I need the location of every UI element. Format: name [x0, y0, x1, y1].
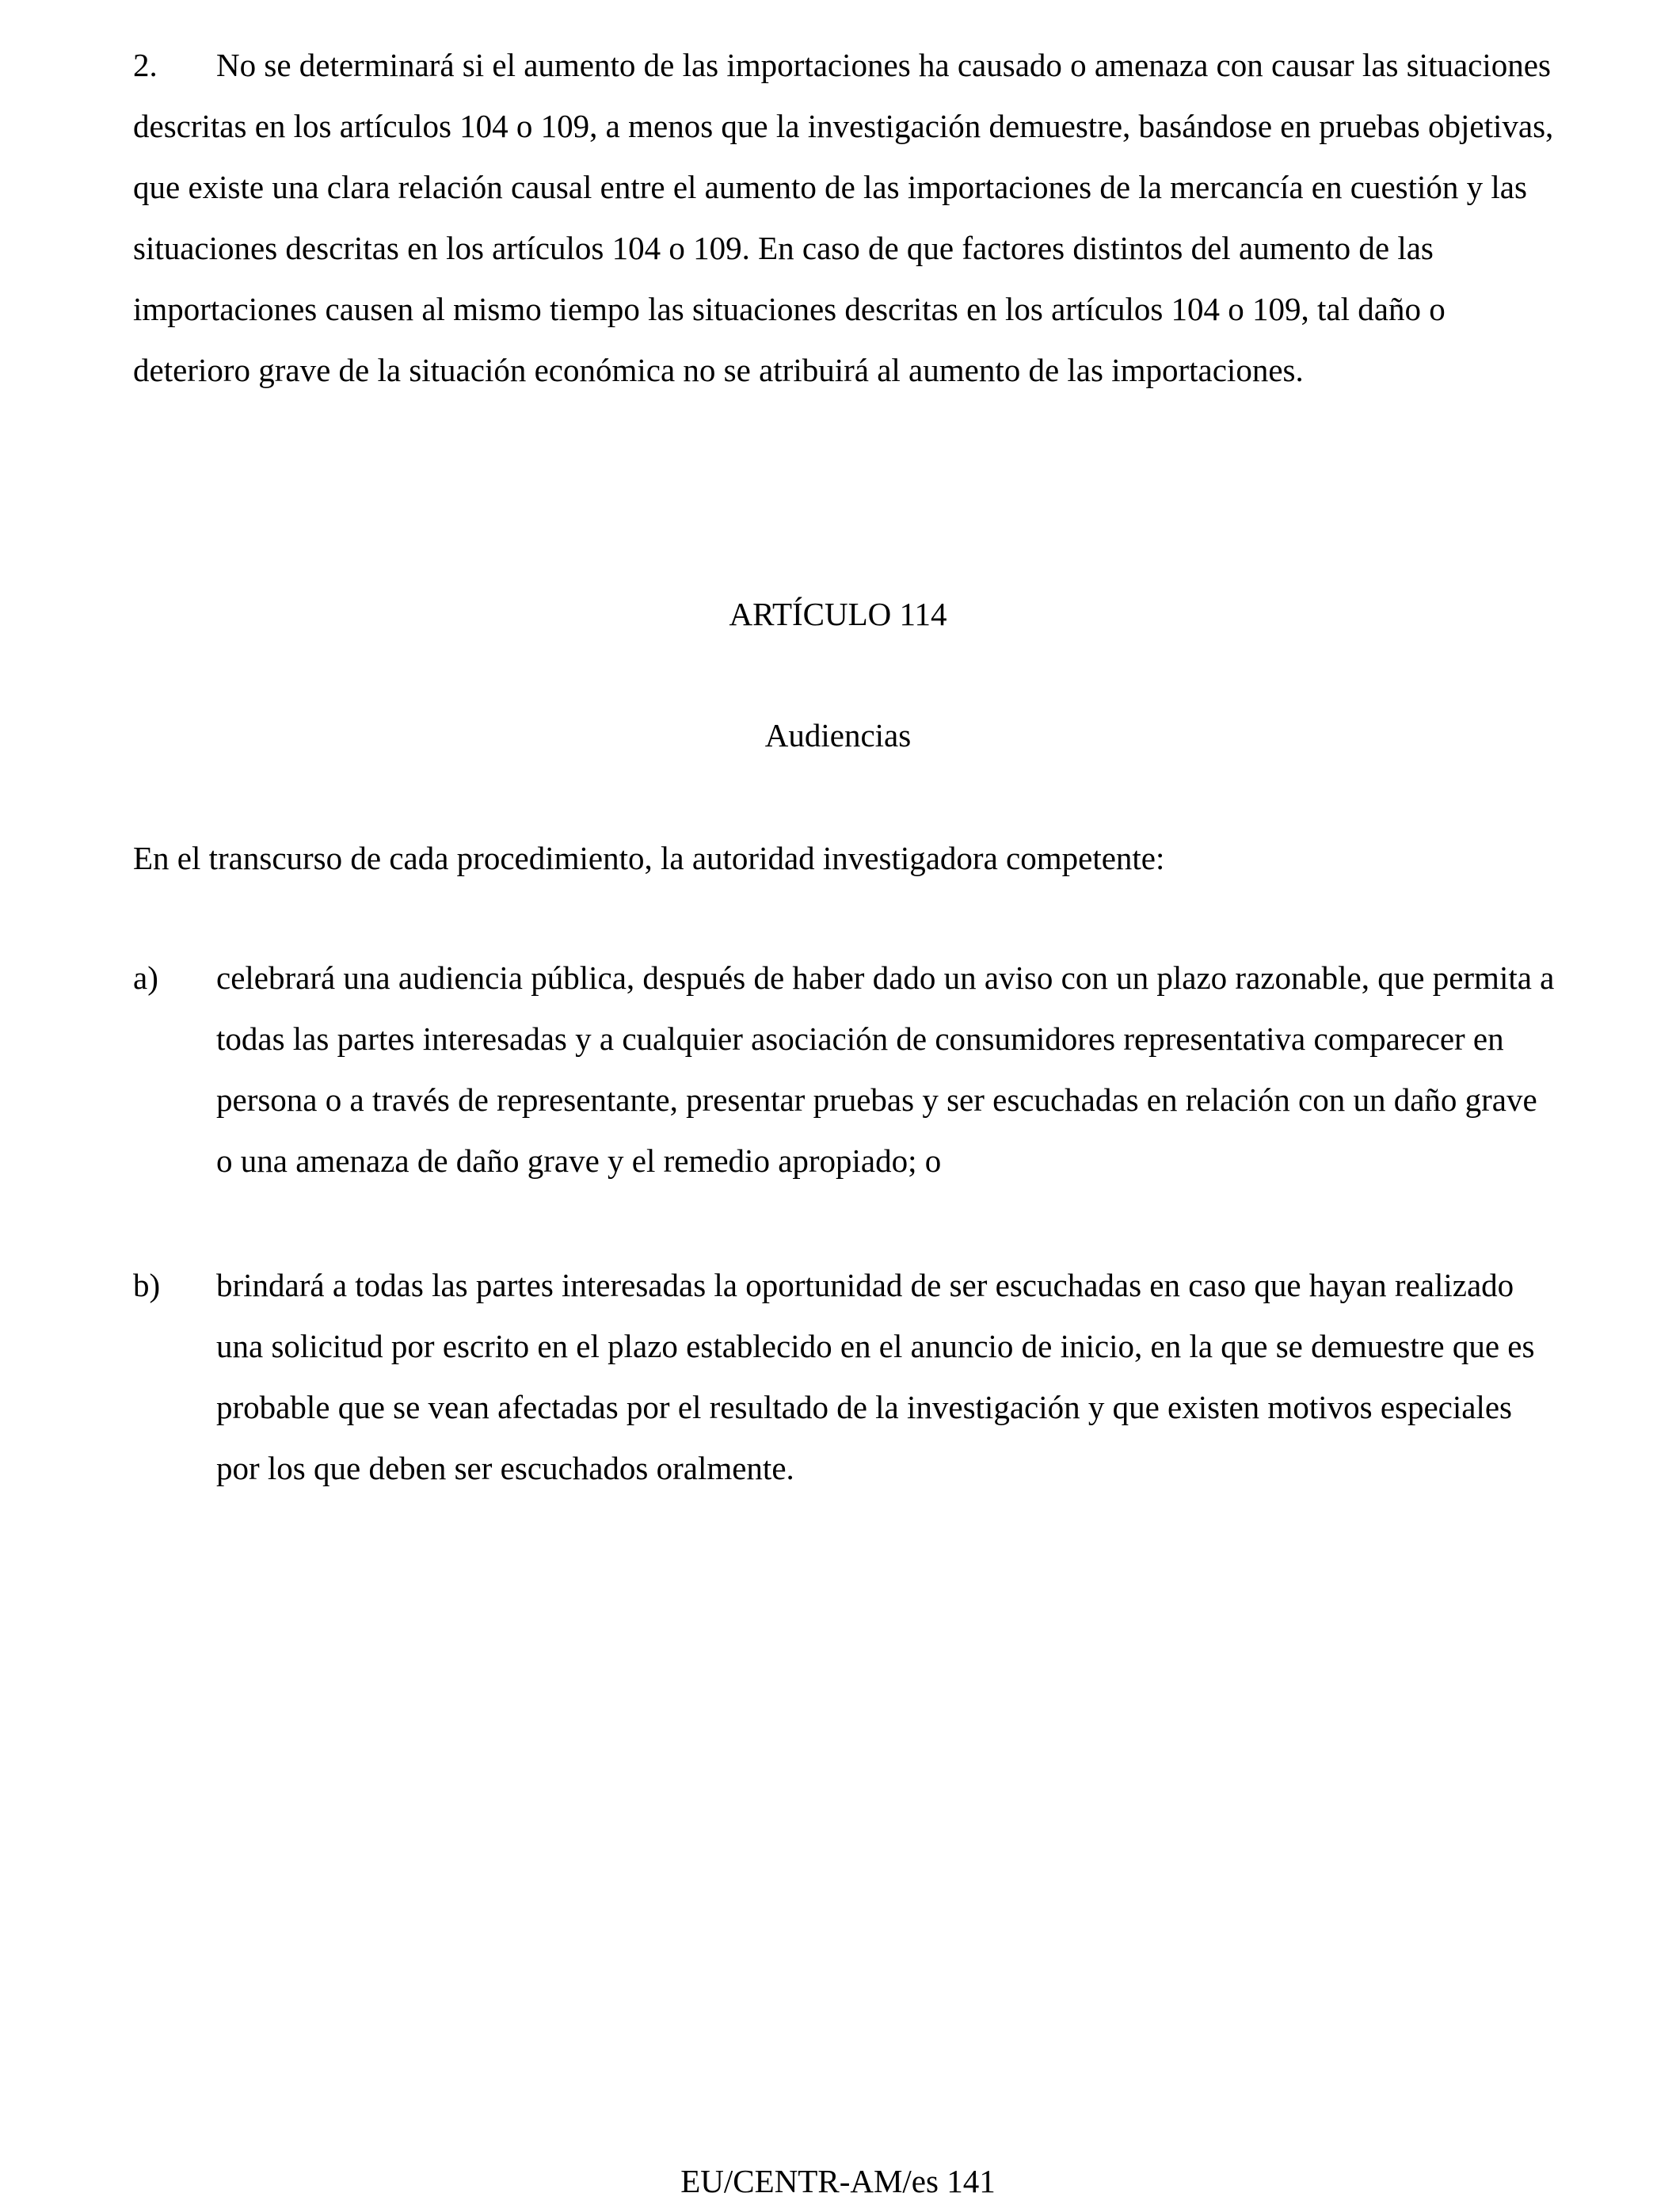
list-item-a [133, 948, 1559, 1192]
page-footer: EU/CENTR-AM/es 141 [680, 2163, 996, 2199]
paragraph-number: 2. [133, 47, 158, 83]
list-item-b [133, 1255, 1559, 1499]
article-subtitle: Audiencias [764, 717, 912, 753]
article-title: ARTÍCULO 114 [729, 596, 947, 632]
article-intro: En el transcurso de cada procedimiento, la autoridad investigadora competente: [133, 840, 1165, 876]
paragraph-text: No se determinará si el aumento de las importaciones ha causado o amenaza con causar las situaciones descritas en los artículos 104 o 109, a menos que la investigación demuestre, basándose en pruebas objetivas, que existe una clara relación causal entre el aumento de las importaciones de la mercancía en cuestión y las situaciones descritas en los artículos 104 o 109. En caso de que factores distintos del aumento de las importaciones causen al mismo tiempo las situaciones descritas en los artículos 104 o 109, tal daño o deterioro grave de la situación económica no se atribuirá al aumento de las importaciones. [133, 47, 1554, 388]
list-item-text: brindará a todas las partes interesadas la oportunidad de ser escuchadas en caso que hayan realizado una solicitud por escrito en el plazo establecido en el anuncio de inicio, en la que se demuestre que es probable que se vean afectadas por el resultado de la investigación y que existen motivos especiales por los que deben ser escuchados oralmente. [216, 1267, 1535, 1486]
list-item-label: a) [133, 959, 158, 996]
list-item-label: b) [133, 1267, 161, 1303]
list-item-text: celebrará una audiencia pública, después de haber dado un aviso con un plazo razonable, que permita a todas las partes interesadas y a cualquier asociación de consumidores representativa comparecer en persona o a través de representante, presentar pruebas y ser escuchadas en relación con un daño grave o una amenaza de daño grave y el remedio apropiado; o [216, 959, 1555, 1179]
paragraph-2 [133, 35, 1559, 401]
